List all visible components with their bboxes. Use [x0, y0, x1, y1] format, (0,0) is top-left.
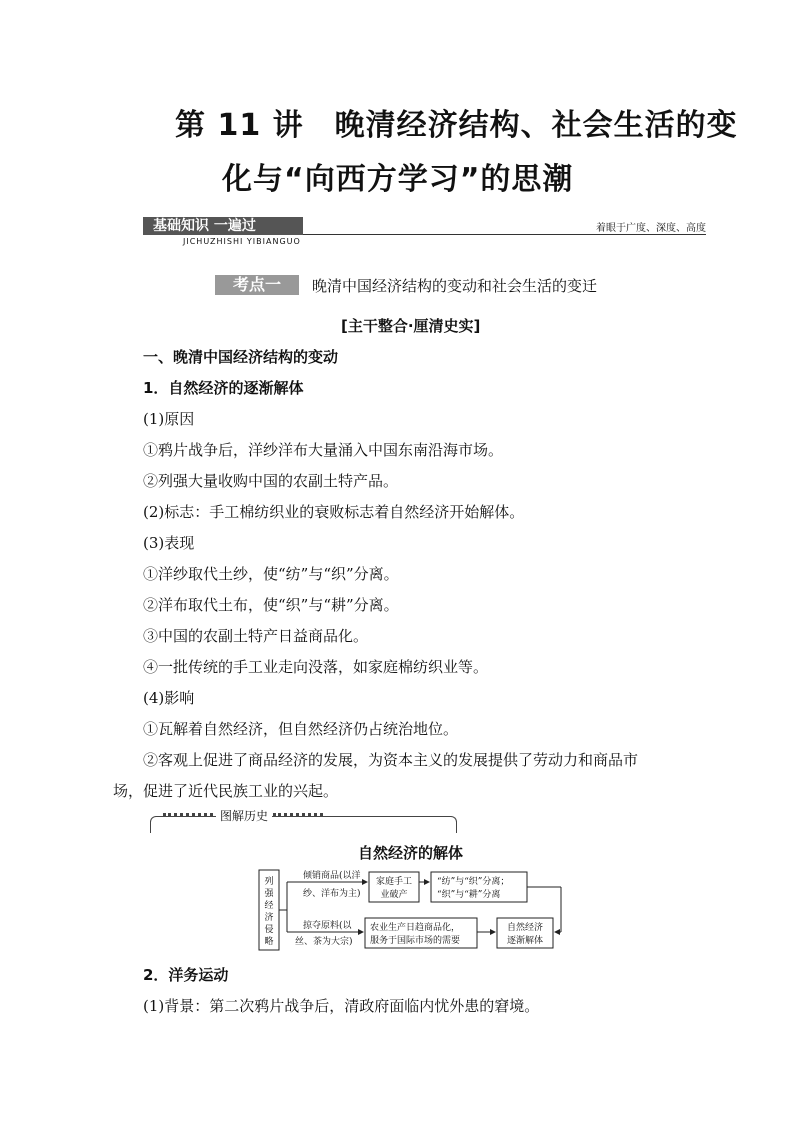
tujie-dots-right: [273, 813, 323, 816]
text-line: ④一批传统的手工业走向没落，如家庭棉纺织业等。: [143, 658, 489, 676]
left-box-char: 略: [264, 937, 274, 947]
left-box-char: 侵: [264, 925, 274, 935]
result-box-line-1: 自然经济: [506, 923, 544, 933]
lower-arrow-label-1: 掠夺原料(以: [303, 921, 352, 931]
text-line: ③中国的农副土特产日益商品化。: [143, 627, 369, 645]
upper-arrow-label-2: 纱、洋布为主): [303, 889, 361, 899]
page-title-line-2: 化与“向西方学习”的思潮: [222, 162, 574, 197]
text-line: (2)标志：手工棉纺织业的衰败标志着自然经济开始解体。: [143, 503, 525, 521]
banner-right-text: 着眼于广度、深度、高度: [596, 223, 706, 234]
text-line: ①洋纱取代土纱，使“纺”与“织”分离。: [143, 565, 399, 583]
text-line: ②客观上促进了商品经济的发展，为资本主义的发展提供了劳动力和商品市: [143, 751, 639, 769]
text-line: (1)原因: [143, 410, 195, 428]
lower-arrow-label-2: 丝、茶为大宗): [295, 937, 353, 947]
family-box-line-1: 家庭手工: [375, 877, 413, 887]
kaodian-label: 考点一: [215, 275, 299, 295]
heading-1-1: 1．自然经济的逐渐解体: [143, 379, 304, 397]
banner-pinyin: JICHUZHISHI YIBIANGUO: [183, 237, 301, 246]
text-line: ①鸦片战争后，洋纱洋布大量涌入中国东南沿海市场。: [143, 441, 504, 459]
text-line: ②列强大量收购中国的农副土特产品。: [143, 472, 399, 490]
text-line: (4)影响: [143, 689, 195, 707]
heading-1: 一、晚清中国经济结构的变动: [143, 348, 339, 366]
diagram-title: 自然经济的解体: [358, 844, 464, 862]
split-box-line-1: “纺”与“织”分离；: [437, 877, 510, 887]
result-box-line-2: 逐渐解体: [506, 936, 544, 946]
left-box-char: 经: [264, 901, 274, 911]
diagram-svg: [255, 860, 575, 955]
split-box-line-2: “织”与“耕”分离: [437, 890, 501, 900]
family-box-line-2: 业破产: [380, 890, 408, 900]
agri-box-line-1: 农业生产日趋商品化，: [370, 923, 461, 933]
text-line: ②洋布取代土布，使“织”与“耕”分离。: [143, 596, 399, 614]
tujie-label: 图解历史: [216, 807, 272, 824]
left-box-char: 济: [264, 913, 274, 923]
banner-rule: [303, 234, 706, 235]
text-line: (1)背景：第二次鸦片战争后，清政府面临内忧外患的窘境。: [143, 997, 540, 1015]
section-banner: [143, 217, 706, 246]
kaodian-text: 晚清中国经济结构的变动和社会生活的变迁: [312, 277, 598, 295]
upper-arrow-label-1: 倾销商品(以洋: [303, 871, 361, 881]
left-box-char: 列: [264, 877, 274, 887]
section-tag: [主干整合·厘清史实]: [341, 317, 481, 335]
tujie-dots-left: [163, 813, 213, 816]
text-line: 场，促进了近代民族工业的兴起。: [113, 782, 339, 800]
page-title-line-1: 第 11 讲 晚清经济结构、社会生活的变: [175, 108, 738, 143]
tujie-frame: [150, 809, 457, 833]
agri-box-line-2: 服务于国际市场的需要: [370, 936, 461, 946]
text-line: (3)表现: [143, 534, 195, 552]
heading-2: 2．洋务运动: [143, 966, 229, 984]
text-line: ①瓦解着自然经济，但自然经济仍占统治地位。: [143, 720, 459, 738]
banner-tag: 基础知识 一遍过: [143, 217, 303, 235]
left-box-char: 强: [264, 889, 274, 899]
